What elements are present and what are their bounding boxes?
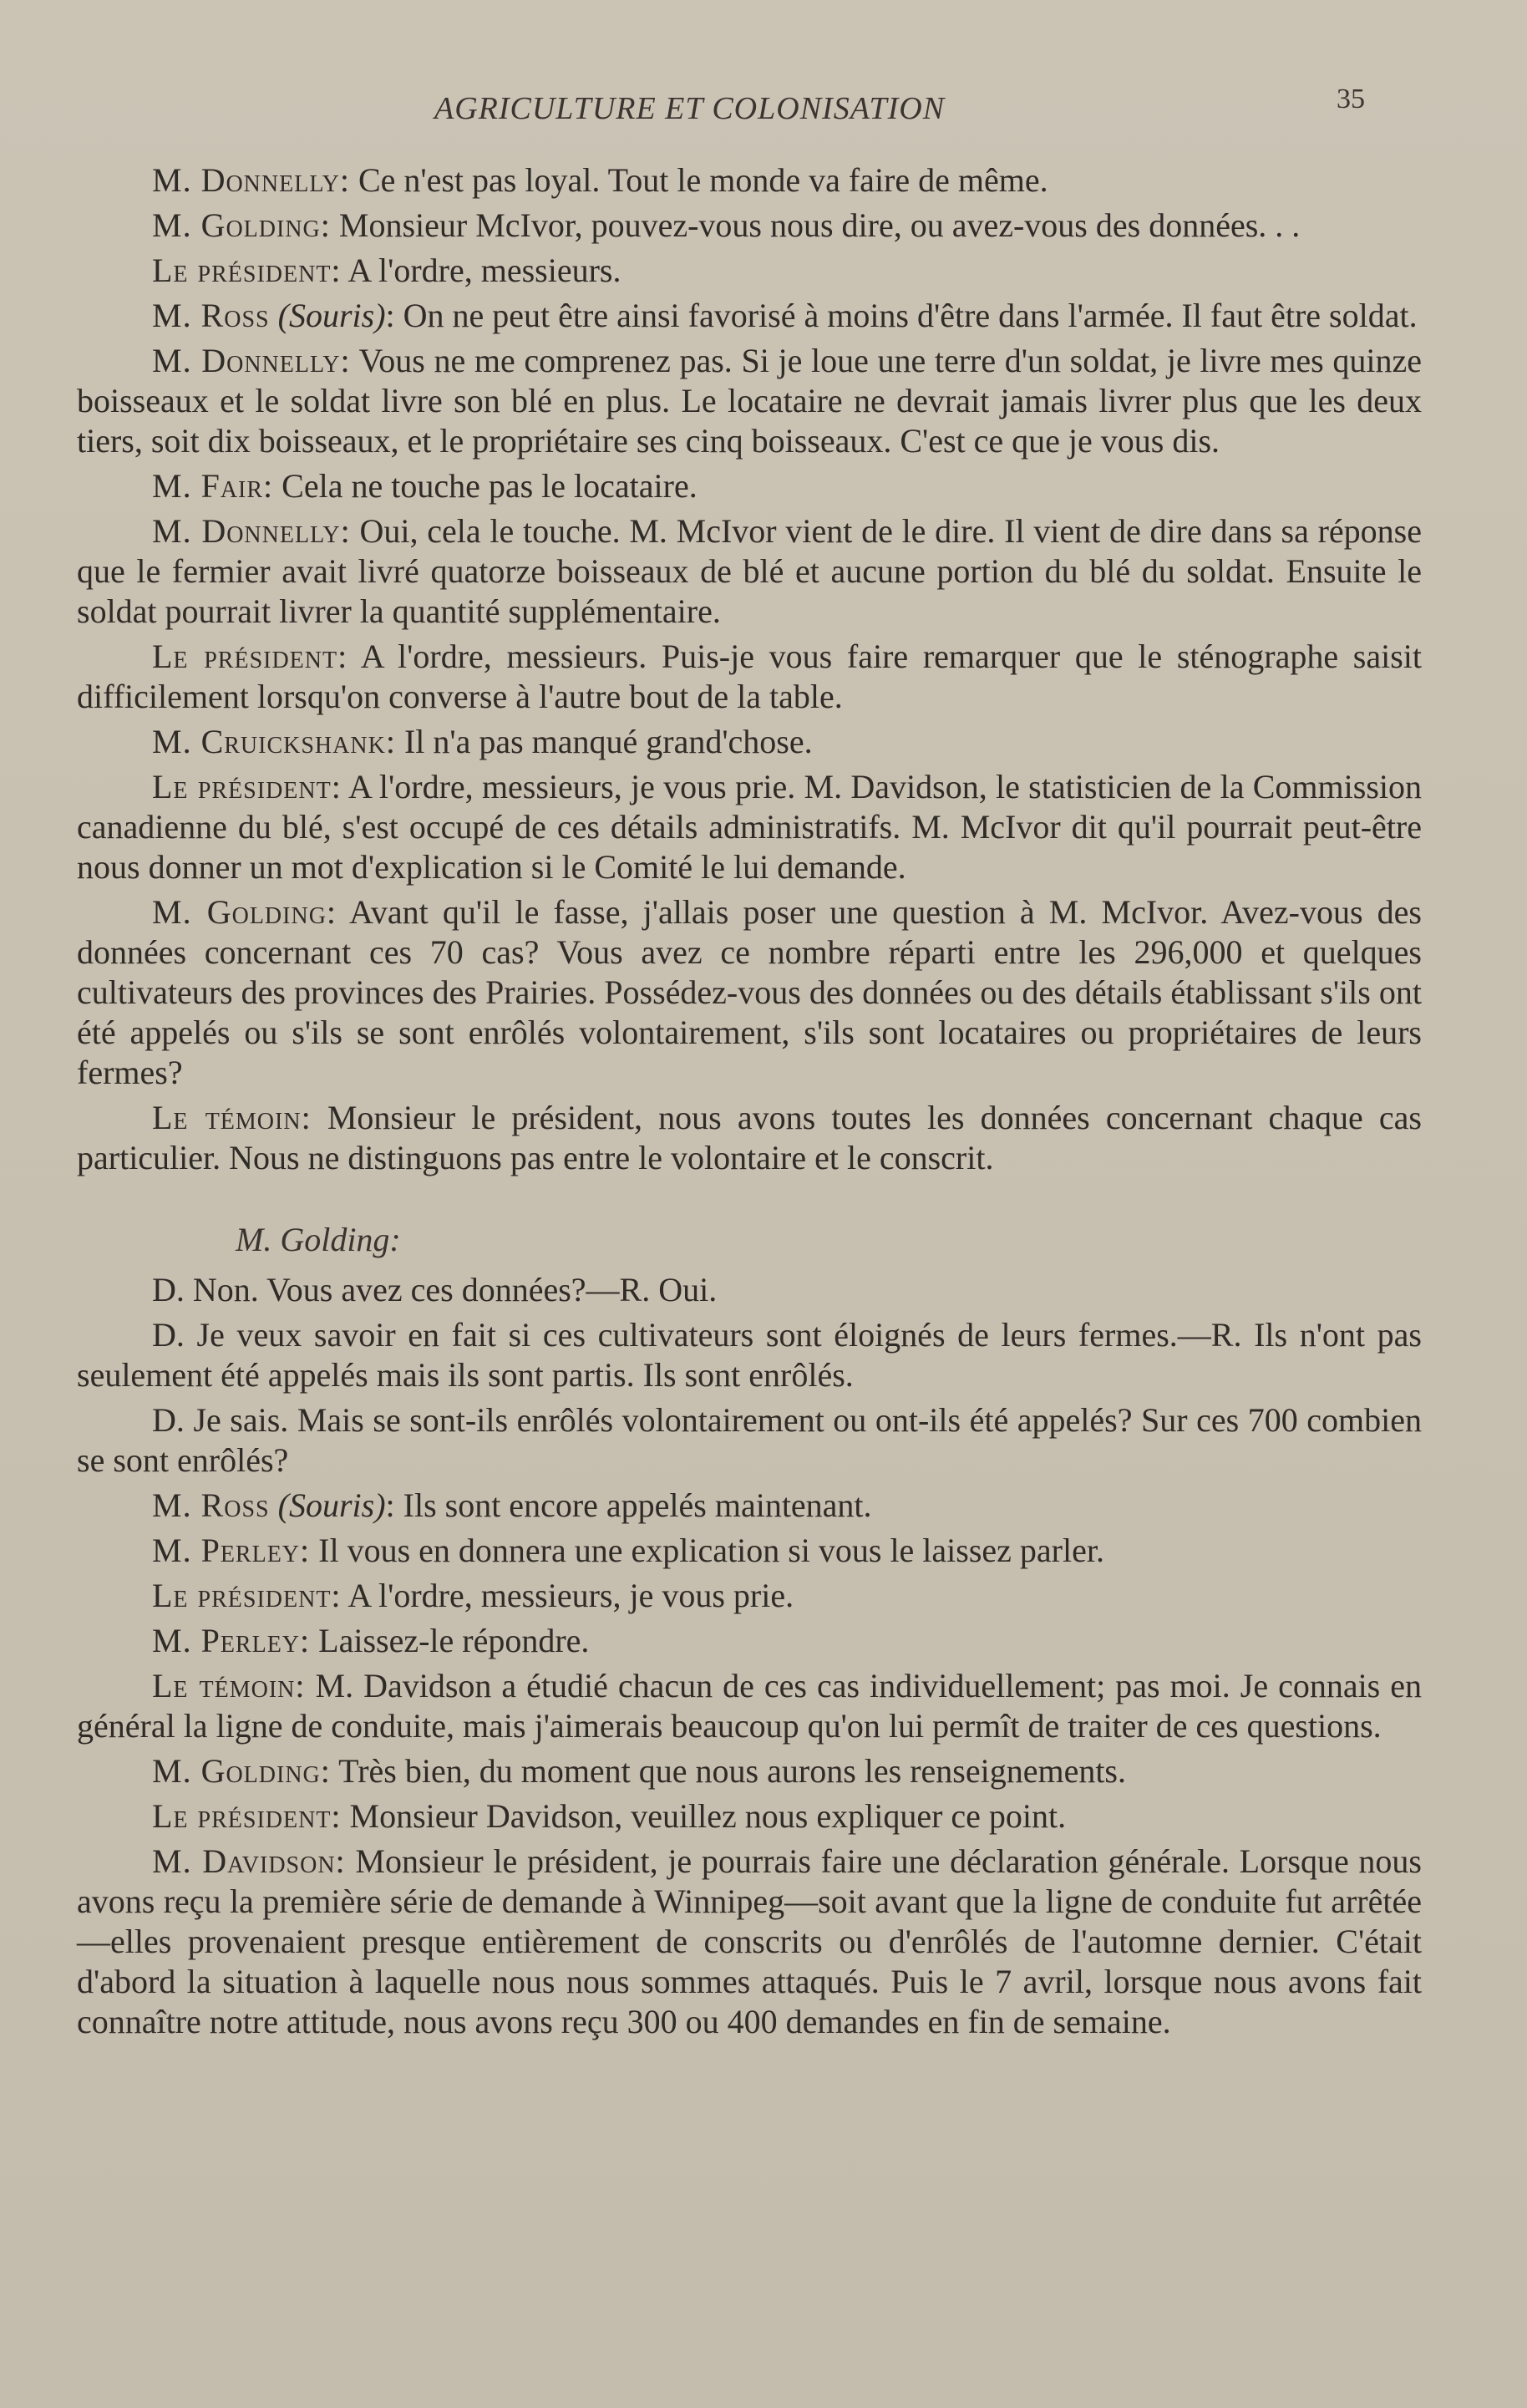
- paragraph-text: Oui, cela le touche. M. McIvor vient de le dire. Il vient de dire dans sa réponse que le fermier avait livré quatorze boisseaux de blé et aucune portion du blé du soldat. Ensuite le soldat pourrait livrer la quantité supplémentaire.: [77, 512, 1422, 630]
- paragraph-text: : Ils sont encore appelés maintenant.: [385, 1486, 872, 1524]
- paragraph-text: Avant qu'il le fasse, j'allais poser une question à M. McIvor. Avez-vous des données concernant ces 70 cas? Vous avez ce nombre réparti entre les 296,000 et quelques cultivateurs des provinces des Prairies. Possédez-vous des données ou des détails établissant s'ils ont été appelés ou s'ils se sont enrôlés volontairement, s'ils sont locataires ou propriétaires de leurs fermes?: [77, 893, 1422, 1091]
- paragraph-text: : On ne peut être ainsi favorisé à moins d'être dans l'armée. Il faut être soldat.: [385, 297, 1418, 334]
- paragraph-text: Monsieur Davidson, veuillez nous expliquer ce point.: [341, 1797, 1067, 1835]
- paragraph: [77, 1842, 1422, 2042]
- paragraph-text: Cela ne touche pas le locataire.: [273, 467, 698, 505]
- speaker-name: M. Golding:: [152, 1752, 331, 1790]
- speaker-name: Le témoin:: [152, 1099, 312, 1136]
- paragraph-text: Laissez-le répondre.: [310, 1622, 590, 1659]
- question-answer: [77, 1270, 1422, 1310]
- paragraph: [77, 637, 1422, 717]
- paragraph-text: Vous ne me comprenez pas. Si je loue une terre d'un soldat, je livre mes quinze boisseaux et le soldat livre son blé en plus. Le locataire ne devrait jamais livrer plus que les deux tiers, soit dix boisseaux, et le propriétaire ses cinq boisseaux. C'est ce que je vous dis.: [77, 342, 1422, 460]
- speaker-name: Le président:: [152, 638, 348, 675]
- speaker-name: M. Fair:: [152, 467, 274, 505]
- paragraph-text: A l'ordre, messieurs. Puis-je vous faire remarquer que le sténographe saisit difficilement lorsqu'on converse à l'autre bout de la table.: [77, 638, 1423, 715]
- paragraph: [77, 466, 1422, 506]
- paragraph-text: Il n'a pas manqué grand'chose.: [395, 723, 813, 760]
- qa-text: Non. Vous avez ces données?—R. Oui.: [192, 1271, 718, 1308]
- speaker-name: M. Golding:: [152, 206, 331, 244]
- speaker-name: Le témoin:: [152, 1667, 306, 1704]
- qa-lead: D.: [152, 1401, 194, 1439]
- paragraph-text: Monsieur le président, nous avons toutes les données concernant chaque cas particulier. Nous ne distinguons pas entre le volontaire et le conscrit.: [77, 1099, 1422, 1176]
- qa-lead: D.: [152, 1316, 197, 1354]
- body-text: [77, 160, 1422, 2047]
- paragraph: [77, 160, 1422, 201]
- paragraph: [77, 1098, 1422, 1178]
- paragraph-text: A l'ordre, messieurs, je vous prie.: [341, 1577, 794, 1614]
- paragraph-text: A l'ordre, messieurs, je vous prie. M. Davidson, le statisticien de la Commission canadienne du blé, s'est occupé de ces détails administratifs. M. McIvor dit qu'il pourrait peut-être nous donner un mot d'explication si le Comité le lui demande.: [77, 768, 1423, 886]
- paragraph-text: A l'ordre, messieurs.: [341, 251, 621, 289]
- paragraph: [77, 767, 1422, 887]
- section-heading: M. Golding:: [236, 1221, 401, 1258]
- speaker-name: Le président:: [152, 251, 342, 289]
- speaker-name: M. Perley:: [152, 1532, 311, 1569]
- speaker-name: Le président:: [152, 1577, 342, 1614]
- paragraph: [77, 1751, 1422, 1791]
- paragraph-text: Il vous en donnera une explication si vous le laissez parler.: [310, 1532, 1104, 1569]
- paragraph: [77, 1531, 1422, 1571]
- qa-text: Je veux savoir en fait si ces cultivateurs sont éloignés de leurs fermes.—R. Ils n'ont pas seulement été appelés mais ils sont partis. Ils sont enrôlés.: [77, 1316, 1423, 1394]
- speaker-name: M. Davidson:: [152, 1842, 346, 1880]
- question-answer: [77, 1315, 1422, 1395]
- speaker-name: Le président:: [152, 1797, 342, 1835]
- page-number: 35: [1337, 84, 1365, 114]
- paragraph-text: Monsieur McIvor, pouvez-vous nous dire, ou avez-vous des données. . .: [330, 206, 1301, 244]
- paragraph: [77, 1486, 1422, 1526]
- paragraph: [77, 1576, 1422, 1616]
- speaker-name: M. Donnelly:: [152, 161, 350, 199]
- running-title: AGRICULTURE ET COLONISATION: [434, 91, 946, 126]
- paragraph: [77, 296, 1422, 336]
- qa-lead: D.: [152, 1271, 193, 1308]
- paragraph: [77, 722, 1422, 762]
- paragraph: [77, 1621, 1422, 1661]
- speaker-name: Le président:: [152, 768, 342, 805]
- page-header: [0, 84, 1527, 134]
- paragraph: [77, 892, 1422, 1093]
- paragraph: [77, 1796, 1422, 1836]
- paragraph-text: Monsieur le président, je pourrais faire une déclaration générale. Lorsque nous avons reçu la première série de demande à Winnipeg—soit avant que la ligne de conduite fut arrêtée—elles provenaient presque entièrement de conscrits ou d'enrôlés de l'automne dernier. C'était d'abord la situation à laquelle nous nous sommes attaqués. Puis le 7 avril, lorsque nous avons fait connaître notre attitude, nous avons reçu 300 ou 400 demandes en fin de semaine.: [77, 1842, 1422, 2040]
- paragraph: [77, 1666, 1422, 1746]
- paragraph: [77, 341, 1422, 461]
- speaker-name: M. Perley:: [152, 1622, 311, 1659]
- paragraph: [77, 511, 1422, 632]
- speaker-name: M. Donnelly:: [152, 342, 351, 379]
- paragraph-text: Très bien, du moment que nous aurons les renseignements.: [330, 1752, 1126, 1790]
- paragraph: [77, 206, 1422, 246]
- speaker-name: M. Donnelly:: [152, 512, 351, 550]
- speaker-qualifier: (Souris): [269, 297, 386, 334]
- qa-text: Je sais. Mais se sont-ils enrôlés volontairement ou ont-ils été appelés? Sur ces 700 combien se sont enrôlés?: [77, 1401, 1422, 1479]
- question-answer: [77, 1400, 1422, 1481]
- paragraph: [77, 251, 1422, 291]
- speaker-name: M. Golding:: [152, 893, 337, 931]
- speaker-name: M. Ross: [152, 297, 270, 334]
- speaker-name: M. Cruickshank:: [152, 723, 396, 760]
- speaker-name: M. Ross: [152, 1486, 270, 1524]
- speaker-qualifier: (Souris): [269, 1486, 386, 1524]
- paragraph-text: Ce n'est pas loyal. Tout le monde va faire de même.: [349, 161, 1048, 199]
- paragraph-text: M. Davidson a étudié chacun de ces cas individuellement; pas moi. Je connais en général la ligne de conduite, mais j'aimerais beaucoup qu'on lui permît de traiter de ces questions.: [77, 1667, 1423, 1745]
